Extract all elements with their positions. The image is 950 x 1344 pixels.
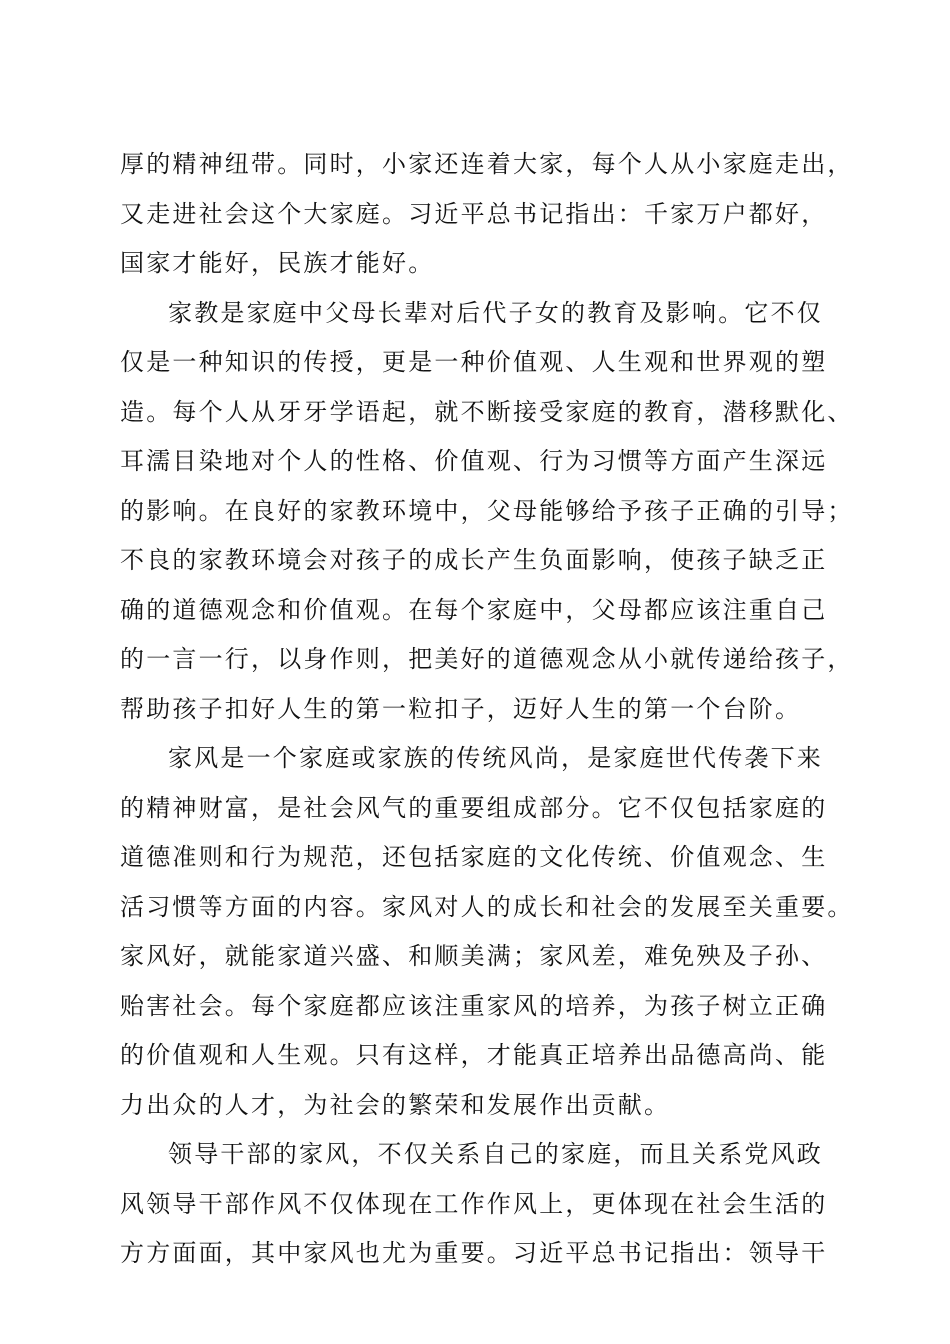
text-line: 力出众的人才，为社会的繁荣和发展作出贡献。 (120, 1090, 671, 1119)
text-line: 的精神财富，是社会风气的重要组成部分。它不仅包括家庭的 (120, 793, 828, 822)
text-line: 家风好，就能家道兴盛、和顺美满；家风差，难免殃及子孙、 (120, 942, 828, 970)
text-line: 的影响。在良好的家教环境中，父母能够给予孩子正确的引导； (120, 496, 854, 525)
text-line: 不良的家教环境会对孩子的成长产生负面影响，使孩子缺乏正 (120, 546, 828, 574)
text-line: 贻害社会。每个家庭都应该注重家风的培养，为孩子树立正确 (120, 991, 828, 1020)
text-line: 耳濡目染地对个人的性格、价值观、行为习惯等方面产生深远 (120, 447, 828, 475)
body-text (120, 140, 854, 1279)
paragraph-first-line: 家教是家庭中父母长辈对后代子女的教育及影响。它不仅 (168, 298, 823, 327)
text-line: 的价值观和人生观。只有这样，才能真正培养出品德高尚、能 (120, 1041, 828, 1069)
text-line: 活习惯等方面的内容。家风对人的成长和社会的发展至关重要。 (120, 892, 854, 921)
paragraph-first-line: 家风是一个家庭或家族的传统风尚，是家庭世代传袭下来 (168, 744, 823, 772)
text-line: 帮助孩子扣好人生的第一粒扣子，迈好人生的第一个台阶。 (120, 694, 802, 723)
text-line: 又走进社会这个大家庭。习近平总书记指出：千家万户都好， (120, 199, 828, 228)
text-line: 风领导干部作风不仅体现在工作作风上，更体现在社会生活的 (120, 1189, 828, 1218)
text-line: 确的道德观念和价值观。在每个家庭中，父母都应该注重自己 (120, 595, 828, 624)
text-line: 国家才能好，民族才能好。 (120, 249, 435, 277)
paragraph-first-line: 领导干部的家风，不仅关系自己的家庭，而且关系党风政 (168, 1140, 823, 1168)
text-line: 方方面面，其中家风也尤为重要。习近平总书记指出：领导干 (120, 1239, 828, 1267)
text-line: 仅是一种知识的传授，更是一种价值观、人生观和世界观的塑 (120, 348, 828, 376)
text-line: 的一言一行，以身作则，把美好的道德观念从小就传递给孩子， (120, 645, 854, 673)
text-line: 厚的精神纽带。同时，小家还连着大家，每个人从小家庭走出， (120, 150, 854, 178)
text-line: 造。每个人从牙牙学语起，就不断接受家庭的教育，潜移默化、 (120, 397, 854, 426)
text-line: 道德准则和行为规范，还包括家庭的文化传统、价值观念、生 (120, 843, 828, 871)
